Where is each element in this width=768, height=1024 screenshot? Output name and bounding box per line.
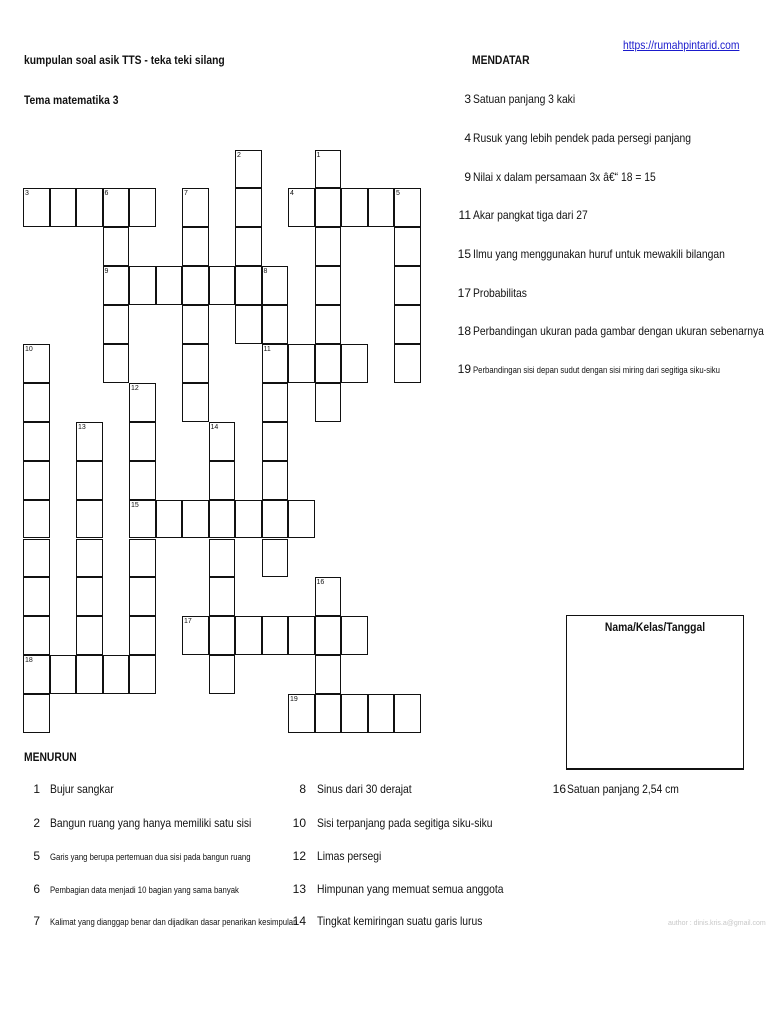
crossword-cell[interactable] bbox=[23, 461, 50, 500]
crossword-cell[interactable] bbox=[103, 266, 130, 305]
crossword-cell[interactable] bbox=[209, 266, 236, 305]
clue-text: Sinus dari 30 derajat bbox=[317, 782, 412, 796]
cell-clue-number: 2 bbox=[237, 151, 241, 159]
clue-text: Perbandingan sisi depan sudut dengan sisi miring dari segitiga siku-siku bbox=[473, 365, 720, 375]
crossword-cell[interactable] bbox=[341, 188, 368, 227]
crossword-cell[interactable] bbox=[103, 188, 130, 227]
clue-text: Satuan panjang 3 kaki bbox=[473, 92, 576, 106]
crossword-cell[interactable] bbox=[76, 188, 103, 227]
crossword-cell[interactable] bbox=[315, 655, 342, 694]
crossword-cell[interactable] bbox=[76, 539, 103, 578]
crossword-cell[interactable] bbox=[129, 539, 156, 578]
crossword-cell[interactable] bbox=[209, 422, 236, 461]
crossword-cell[interactable] bbox=[235, 500, 262, 539]
worksheet-subtitle: Tema matematika 3 bbox=[24, 93, 119, 107]
crossword-cell[interactable] bbox=[209, 539, 236, 578]
clue-text: Satuan panjang 2,54 cm bbox=[567, 782, 679, 796]
clue-number: 15 bbox=[457, 247, 471, 261]
crossword-cell[interactable] bbox=[262, 422, 289, 461]
cell-clue-number: 8 bbox=[263, 268, 268, 276]
crossword-cell[interactable] bbox=[129, 577, 156, 616]
crossword-cell[interactable] bbox=[209, 577, 236, 616]
crossword-cell[interactable] bbox=[262, 266, 289, 305]
clue-number: 18 bbox=[457, 324, 471, 338]
cell-clue-number: 10 bbox=[25, 346, 33, 353]
name-box-label: Nama/Kelas/Tanggal bbox=[604, 620, 706, 634]
crossword-cell[interactable] bbox=[235, 305, 262, 344]
cell-clue-number: 11 bbox=[263, 346, 271, 353]
cell-clue-number: 18 bbox=[25, 657, 33, 665]
clue-text: Garis yang berupa pertemuan dua sisi pada bangun ruang bbox=[50, 852, 251, 862]
crossword-cell[interactable] bbox=[288, 616, 315, 655]
crossword-cell[interactable] bbox=[76, 616, 103, 655]
crossword-cell[interactable] bbox=[394, 344, 421, 383]
cell-clue-number: 5 bbox=[396, 190, 400, 198]
crossword-cell[interactable] bbox=[23, 500, 50, 539]
clue-text: Kalimat yang dianggap benar dan dijadikan dasar penarikan kesimpulan bbox=[50, 917, 298, 927]
crossword-cell[interactable] bbox=[394, 694, 421, 733]
crossword-cell[interactable] bbox=[394, 227, 421, 266]
clue-number: 8 bbox=[299, 782, 306, 796]
cell-clue-number: 13 bbox=[78, 423, 86, 431]
crossword-cell[interactable] bbox=[394, 305, 421, 344]
crossword-cell[interactable] bbox=[315, 188, 342, 227]
cell-clue-number: 17 bbox=[184, 618, 192, 626]
crossword-cell[interactable] bbox=[23, 577, 50, 616]
clue-text: Bujur sangkar bbox=[50, 782, 114, 796]
crossword-cell[interactable] bbox=[23, 188, 50, 227]
cell-clue-number: 9 bbox=[104, 268, 109, 276]
crossword-cell[interactable] bbox=[182, 305, 209, 344]
clue-number: 11 bbox=[458, 208, 471, 222]
crossword-cell[interactable] bbox=[235, 227, 262, 266]
crossword-cell[interactable] bbox=[209, 655, 236, 694]
crossword-cell[interactable] bbox=[182, 500, 209, 539]
cell-clue-number: 7 bbox=[184, 190, 188, 198]
clue-number: 10 bbox=[292, 816, 306, 830]
cell-clue-number: 3 bbox=[25, 190, 29, 198]
crossword-cell[interactable] bbox=[182, 616, 209, 655]
clue-text: Perbandingan ukuran pada gambar dengan ukuran sebenarnya bbox=[473, 324, 764, 338]
clue-number: 2 bbox=[33, 816, 40, 830]
crossword-cell[interactable] bbox=[235, 266, 262, 305]
cell-clue-number: 19 bbox=[290, 696, 298, 704]
clue-text: Akar pangkat tiga dari 27 bbox=[473, 208, 588, 222]
clue-text: Limas persegi bbox=[317, 849, 382, 863]
clue-number: 13 bbox=[292, 882, 306, 896]
crossword-cell[interactable] bbox=[129, 422, 156, 461]
crossword-cell[interactable] bbox=[129, 383, 156, 422]
cell-clue-number: 16 bbox=[316, 579, 325, 587]
crossword-cell[interactable] bbox=[341, 616, 368, 655]
clue-number: 5 bbox=[33, 849, 40, 863]
crossword-cell[interactable] bbox=[129, 616, 156, 655]
crossword-cell[interactable] bbox=[76, 577, 103, 616]
clue-text: Tingkat kemiringan suatu garis lurus bbox=[317, 914, 483, 928]
clue-text: Nilai x dalam persamaan 3x â€“ 18 = 15 bbox=[473, 170, 656, 184]
clue-number: 14 bbox=[292, 914, 306, 928]
crossword-cell[interactable] bbox=[288, 500, 315, 539]
clue-text: Himpunan yang memuat semua anggota bbox=[317, 882, 504, 896]
cell-clue-number: 6 bbox=[104, 190, 109, 198]
clue-text: Sisi terpanjang pada segitiga siku-siku bbox=[317, 816, 493, 830]
clue-text: Bangun ruang yang hanya memiliki satu sisi bbox=[50, 816, 252, 830]
crossword-cell[interactable] bbox=[182, 266, 209, 305]
clue-number: 6 bbox=[33, 882, 40, 896]
crossword-cell[interactable] bbox=[156, 500, 183, 539]
crossword-cell[interactable] bbox=[23, 422, 50, 461]
crossword-cell[interactable] bbox=[235, 188, 262, 227]
clue-number: 17 bbox=[457, 286, 471, 300]
crossword-cell[interactable] bbox=[103, 655, 130, 694]
crossword-cell[interactable] bbox=[315, 694, 342, 733]
crossword-cell[interactable] bbox=[76, 461, 103, 500]
mendatar-heading: MENDATAR bbox=[472, 53, 530, 67]
crossword-cell[interactable] bbox=[341, 344, 368, 383]
clue-text: Rusuk yang lebih pendek pada persegi panjang bbox=[473, 131, 692, 145]
cell-clue-number: 14 bbox=[210, 423, 219, 431]
author-credit: author : dinis.kris.a@gmail.com bbox=[668, 920, 766, 927]
cell-clue-number: 12 bbox=[131, 384, 139, 392]
clue-number: 16 bbox=[552, 782, 566, 796]
crossword-cell[interactable] bbox=[315, 383, 342, 422]
clue-number: 7 bbox=[33, 914, 40, 928]
crossword-cell[interactable] bbox=[341, 694, 368, 733]
crossword-cell[interactable] bbox=[182, 344, 209, 383]
crossword-cell[interactable] bbox=[368, 694, 395, 733]
crossword-cell[interactable] bbox=[156, 266, 183, 305]
crossword-cell[interactable] bbox=[50, 655, 77, 694]
crossword-cell[interactable] bbox=[76, 500, 103, 539]
crossword-cell[interactable] bbox=[315, 344, 342, 383]
crossword-cell[interactable] bbox=[262, 616, 289, 655]
crossword-cell[interactable] bbox=[129, 500, 156, 539]
crossword-cell[interactable] bbox=[394, 266, 421, 305]
crossword-cell[interactable] bbox=[394, 188, 421, 227]
crossword-cell[interactable] bbox=[288, 188, 315, 227]
crossword-cell[interactable] bbox=[262, 305, 289, 344]
clue-text: Probabilitas bbox=[473, 286, 527, 300]
cell-clue-number: 4 bbox=[290, 190, 294, 198]
crossword-cell[interactable] bbox=[209, 616, 236, 655]
crossword-cell[interactable] bbox=[129, 188, 156, 227]
crossword-cell[interactable] bbox=[182, 383, 209, 422]
crossword-cell[interactable] bbox=[23, 344, 50, 383]
website-link[interactable]: https://rumahpintarid.com bbox=[623, 38, 740, 52]
crossword-cell[interactable] bbox=[76, 655, 103, 694]
crossword-cell[interactable] bbox=[50, 188, 77, 227]
crossword-cell[interactable] bbox=[315, 305, 342, 344]
crossword-cell[interactable] bbox=[235, 150, 262, 189]
crossword-cell[interactable] bbox=[209, 500, 236, 539]
crossword-cell[interactable] bbox=[368, 188, 395, 227]
crossword-cell[interactable] bbox=[23, 694, 50, 733]
name-class-date-box[interactable] bbox=[566, 615, 744, 770]
crossword-cell[interactable] bbox=[315, 150, 342, 189]
crossword-cell[interactable] bbox=[23, 616, 50, 655]
cell-clue-number: 1 bbox=[316, 151, 321, 159]
crossword-cell[interactable] bbox=[182, 188, 209, 227]
crossword-cell[interactable] bbox=[23, 539, 50, 578]
crossword-cell[interactable] bbox=[129, 655, 156, 694]
crossword-cell[interactable] bbox=[262, 461, 289, 500]
crossword-cell[interactable] bbox=[235, 616, 262, 655]
crossword-cell[interactable] bbox=[315, 266, 342, 305]
clue-number: 1 bbox=[33, 782, 40, 796]
menurun-heading: MENURUN bbox=[24, 750, 77, 764]
cell-clue-number: 15 bbox=[131, 501, 139, 509]
clue-text: Pembagian data menjadi 10 bagian yang sama banyak bbox=[50, 885, 239, 895]
crossword-cell[interactable] bbox=[76, 422, 103, 461]
crossword-cell[interactable] bbox=[315, 577, 342, 616]
clue-number: 4 bbox=[464, 131, 471, 145]
clue-number: 3 bbox=[464, 92, 471, 106]
worksheet-title: kumpulan soal asik TTS - teka teki silang bbox=[24, 53, 225, 67]
crossword-cell[interactable] bbox=[315, 227, 342, 266]
clue-number: 9 bbox=[464, 170, 471, 184]
crossword-cell[interactable] bbox=[103, 344, 130, 383]
clue-text: Ilmu yang menggunakan huruf untuk mewakili bilangan bbox=[473, 247, 725, 261]
crossword-cell[interactable] bbox=[23, 655, 50, 694]
crossword-cell[interactable] bbox=[262, 539, 289, 578]
crossword-cell[interactable] bbox=[129, 266, 156, 305]
crossword-cell[interactable] bbox=[262, 383, 289, 422]
crossword-cell[interactable] bbox=[209, 461, 236, 500]
crossword-cell[interactable] bbox=[262, 500, 289, 539]
crossword-cell[interactable] bbox=[23, 383, 50, 422]
crossword-cell[interactable] bbox=[103, 305, 130, 344]
clue-number: 12 bbox=[292, 849, 306, 863]
clue-number: 19 bbox=[457, 362, 471, 376]
crossword-cell[interactable] bbox=[288, 344, 315, 383]
crossword-cell[interactable] bbox=[315, 616, 342, 655]
crossword-cell[interactable] bbox=[103, 227, 130, 266]
crossword-cell[interactable] bbox=[288, 694, 315, 733]
crossword-cell[interactable] bbox=[129, 461, 156, 500]
crossword-cell[interactable] bbox=[182, 227, 209, 266]
crossword-cell[interactable] bbox=[262, 344, 289, 383]
